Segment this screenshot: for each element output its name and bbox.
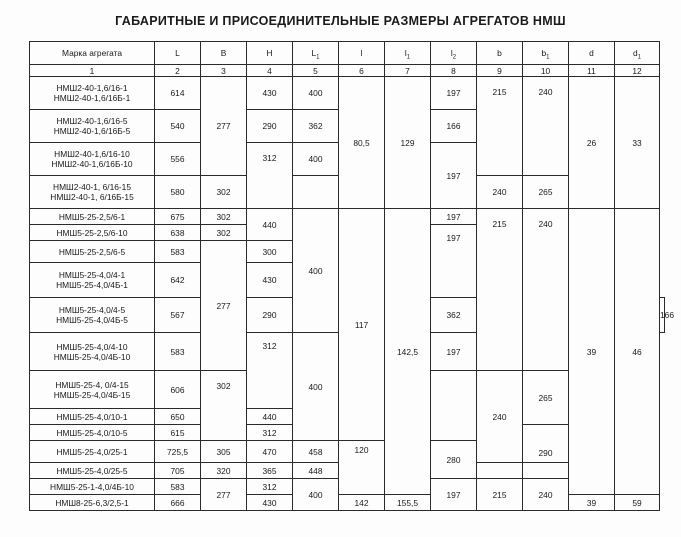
column-number: 7 bbox=[385, 65, 431, 77]
cell-d1: 59 bbox=[615, 495, 660, 511]
cell-d: 26 bbox=[569, 77, 615, 209]
cell-L: 666 bbox=[155, 495, 201, 511]
cell-L: 540 bbox=[155, 110, 201, 143]
column-number: 10 bbox=[523, 65, 569, 77]
cell-B: 277 bbox=[201, 479, 247, 511]
table-row bbox=[30, 77, 665, 110]
pump-name: НМШ5-25-4,0/25-5 bbox=[30, 463, 155, 479]
column-number: 3 bbox=[201, 65, 247, 77]
pump-name: НМШ5-25-4,0/4-1 НМШ5-25-4,0/4Б-1 bbox=[30, 263, 155, 298]
cell-H: 430 bbox=[247, 495, 293, 511]
column-number: 1 bbox=[30, 65, 155, 77]
cell-L: 556 bbox=[155, 143, 201, 176]
header-d: d bbox=[569, 42, 615, 65]
cell-b1: 265 bbox=[523, 371, 569, 425]
column-number: 8 bbox=[431, 65, 477, 77]
cell-b: 215 bbox=[477, 479, 523, 511]
header-mark: Марка агрегата bbox=[30, 42, 155, 65]
cell-B: 302 bbox=[201, 176, 247, 209]
cell-L1: 400 bbox=[293, 479, 339, 511]
cell-b1: 240 bbox=[523, 479, 569, 511]
column-number-row bbox=[30, 65, 665, 77]
column-number: 12 bbox=[615, 65, 660, 77]
cell-l1: 129 bbox=[385, 77, 431, 209]
cell-H: 290 bbox=[247, 110, 293, 143]
cell-L: 650 bbox=[155, 409, 201, 425]
header-b: b bbox=[477, 42, 523, 65]
cell-d: 39 bbox=[569, 495, 615, 511]
cell-L: 580 bbox=[155, 176, 201, 209]
pump-name: НМШ2-40-1,6/16-10 НМШ2-40-1,6/16Б-10 bbox=[30, 143, 155, 176]
page-title: ГАБАРИТНЫЕ И ПРИСОЕДИНИТЕЛЬНЫЕ РАЗМЕРЫ АГРЕГАТОВ НМШ bbox=[115, 14, 566, 28]
cell-L: 567 bbox=[155, 298, 201, 333]
cell-l2: 197 bbox=[431, 479, 477, 511]
cell-B: 305 bbox=[201, 441, 247, 463]
pump-name: НМШ5-25-2,5/6-10 bbox=[30, 225, 155, 241]
pump-name: НМШ5-25-2,5/6-5 bbox=[30, 241, 155, 263]
cell-l2: 197 bbox=[431, 333, 477, 371]
column-number: 9 bbox=[477, 65, 523, 77]
cell-l2 bbox=[431, 371, 477, 441]
cell-L1: 400 bbox=[293, 209, 339, 333]
cell-L: 725,5 bbox=[155, 441, 201, 463]
header-H: H bbox=[247, 42, 293, 65]
cell-H: 365 bbox=[247, 463, 293, 479]
cell-l: 142 bbox=[339, 495, 385, 511]
cell-d: 39 bbox=[569, 209, 615, 495]
cell-B: 302 bbox=[201, 371, 247, 441]
cell-L1: 400 bbox=[293, 77, 339, 110]
cell-B: 302 bbox=[201, 225, 247, 241]
cell-b bbox=[477, 463, 523, 479]
pump-name: НМШ2-40-1, 6/16-15 НМШ2-40-1, 6/16Б-15 bbox=[30, 176, 155, 209]
cell-b1: 265 bbox=[523, 176, 569, 209]
cell-H: 312 bbox=[247, 425, 293, 441]
cell-b1: 240 bbox=[523, 209, 569, 371]
cell-l2: 197 bbox=[431, 225, 477, 298]
cell-L: 583 bbox=[155, 241, 201, 263]
cell-L1: 362 bbox=[431, 298, 477, 333]
cell-l1: 142,5 bbox=[385, 209, 431, 495]
cell-H: 440 bbox=[247, 409, 293, 425]
pump-name: НМШ5-25-4,0/25-1 bbox=[30, 441, 155, 463]
column-number: 11 bbox=[569, 65, 615, 77]
cell-L: 606 bbox=[155, 371, 201, 409]
cell-l2: 166 bbox=[431, 110, 477, 143]
header-l2: $l_2$ bbox=[431, 42, 477, 65]
cell-H: 430 bbox=[247, 77, 293, 110]
cell-b1 bbox=[523, 463, 569, 479]
cell-d1: 33 bbox=[615, 77, 660, 209]
pump-name: НМШ5-25-4,0/4-10 НМШ5-25-4,0/4Б-10 bbox=[30, 333, 155, 371]
cell-L: 638 bbox=[155, 225, 201, 241]
cell-L1: 400 bbox=[293, 333, 339, 441]
cell-L: 583 bbox=[155, 333, 201, 371]
cell-H: 430 bbox=[247, 263, 293, 298]
pump-name: НМШ5-25-4, 0/4-15 НМШ5-25-4,0/4Б-15 bbox=[30, 371, 155, 409]
cell-L1: 448 bbox=[293, 463, 339, 479]
column-number: 6 bbox=[339, 65, 385, 77]
table-row bbox=[30, 209, 665, 225]
cell-H: 290 bbox=[247, 298, 293, 333]
cell-H: 470 bbox=[247, 441, 293, 463]
cell-B: 320 bbox=[201, 463, 247, 479]
cell-H: 312 bbox=[247, 333, 293, 409]
header-row bbox=[30, 42, 665, 65]
cell-B: 302 bbox=[201, 209, 247, 225]
header-l1: $l_1$ bbox=[385, 42, 431, 65]
dimensions-table bbox=[29, 41, 674, 511]
cell-L1: 362 bbox=[293, 110, 339, 143]
header-B: B bbox=[201, 42, 247, 65]
pump-name: НМШ5-25-1-4,0/4Б-10 bbox=[30, 479, 155, 495]
cell-H: 300 bbox=[247, 241, 293, 263]
cell-H: 440 bbox=[247, 209, 293, 241]
cell-L1: 400 bbox=[293, 143, 339, 176]
cell-l: 117 bbox=[339, 209, 385, 441]
cell-L: 614 bbox=[155, 77, 201, 110]
cell-l2: 197 bbox=[431, 143, 477, 209]
column-number: 4 bbox=[247, 65, 293, 77]
pump-name: НМШ8-25-6,3/2,5-1 bbox=[30, 495, 155, 511]
pump-name: НМШ5-25-4,0/10-5 bbox=[30, 425, 155, 441]
cell-L1 bbox=[293, 176, 339, 209]
cell-L: 642 bbox=[155, 263, 201, 298]
cell-L: 705 bbox=[155, 463, 201, 479]
header-l: l bbox=[339, 42, 385, 65]
cell-l: 120 bbox=[339, 441, 385, 495]
cell-b: 240 bbox=[477, 176, 523, 209]
pump-name: НМШ5-25-4,0/4-5 НМШ5-25-4,0/4Б-5 bbox=[30, 298, 155, 333]
header-L: L bbox=[155, 42, 201, 65]
cell-b: 240 bbox=[477, 371, 523, 463]
cell-l2: 197 bbox=[431, 209, 477, 225]
column-number: 5 bbox=[293, 65, 339, 77]
cell-L: 615 bbox=[155, 425, 201, 441]
cell-l2: 197 bbox=[431, 77, 477, 110]
pump-name: НМШ2-40-1,6/16-1 НМШ2-40-1,6/16Б-1 bbox=[30, 77, 155, 110]
cell-d1: 46 bbox=[615, 209, 660, 495]
cell-L1: 458 bbox=[293, 441, 339, 463]
cell-b1: 240 bbox=[523, 77, 569, 176]
cell-l2: 166 bbox=[660, 298, 665, 333]
cell-b: 215 bbox=[477, 209, 523, 371]
cell-H: 312 bbox=[247, 479, 293, 495]
pump-name: НМШ2-40-1,6/16-5 НМШ2-40-1,6/16Б-5 bbox=[30, 110, 155, 143]
cell-H: 312 bbox=[247, 143, 293, 209]
cell-L: 583 bbox=[155, 479, 201, 495]
column-number: 2 bbox=[155, 65, 201, 77]
table-row bbox=[30, 495, 665, 511]
cell-b: 215 bbox=[477, 77, 523, 176]
cell-l: 80,5 bbox=[339, 77, 385, 209]
cell-l2: 280 bbox=[431, 441, 477, 479]
cell-B: 277 bbox=[201, 241, 247, 371]
header-d1: $d_1$ bbox=[615, 42, 660, 65]
header-b1: $b_1$ bbox=[523, 42, 569, 65]
cell-B: 277 bbox=[201, 77, 247, 176]
cell-b1: 290 bbox=[523, 425, 569, 463]
cell-l1: 155,5 bbox=[385, 495, 431, 511]
pump-name: НМШ5-25-4,0/10-1 bbox=[30, 409, 155, 425]
pump-name: НМШ5-25-2,5/6-1 bbox=[30, 209, 155, 225]
cell-L: 675 bbox=[155, 209, 201, 225]
header-L1: $L_1$ bbox=[293, 42, 339, 65]
